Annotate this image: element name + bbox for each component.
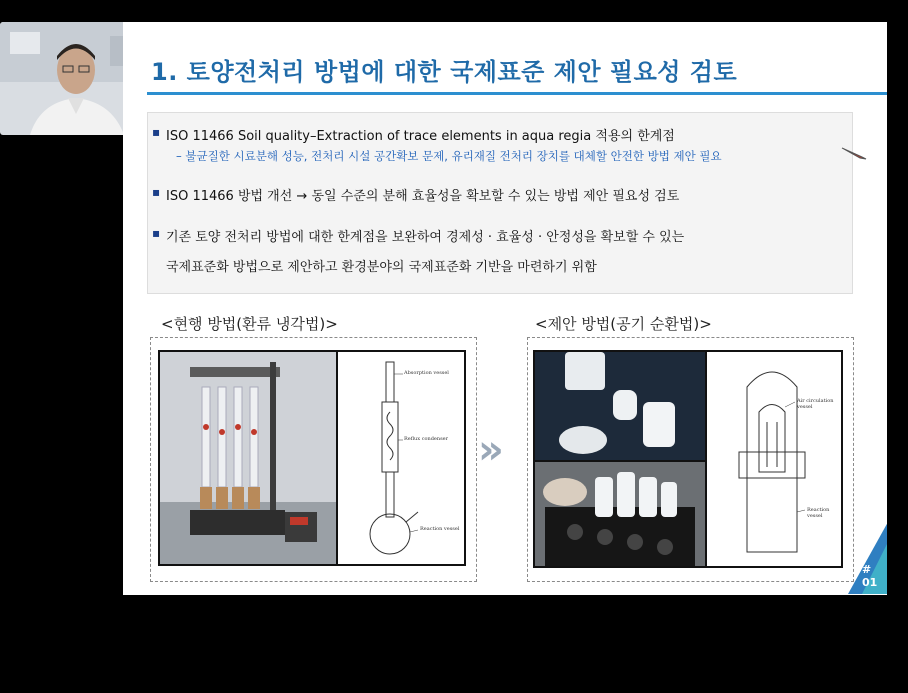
chevron-right-icon: » bbox=[478, 427, 504, 473]
reaction-label-left: Reaction vessel bbox=[420, 526, 460, 532]
reaction-label-right: Reaction vessel bbox=[807, 507, 830, 519]
current-method-label: <현행 방법(환류 냉각법)> bbox=[161, 315, 338, 333]
bullet-3-line2: 국제표준화 방법으로 제안하고 환경분야의 국제표준화 기반을 마련하기 위함 bbox=[166, 260, 597, 275]
presentation-slide bbox=[123, 22, 887, 595]
bullet-2: ▪ ISO 11466 방법 개선 → 동일 수준의 분해 효율성을 확보할 수 있는 방법 제안 필요성 검토 bbox=[166, 185, 679, 204]
bullet-1-sub: – 불균질한 시료분해 성능, 전처리 시설 공간확보 문제, 유리재질 전처리 장치를 대체할 안전한 방법 제안 필요 bbox=[176, 149, 722, 163]
vessel-rack-photo bbox=[535, 462, 705, 566]
air-circulation-diagram bbox=[707, 352, 841, 566]
bullet-3: ▪ 기존 토양 전처리 방법에 대한 한계점을 보완하여 경제성 · 효율성 · 안정성을 확보할 수 있는 bbox=[166, 226, 684, 245]
reflux-diagram bbox=[338, 352, 464, 564]
reflux-apparatus-photo bbox=[160, 352, 336, 564]
bullet-1: ▪ ISO 11466 Soil quality–Extraction of trace elements in aqua regia 적용의 한계점 bbox=[166, 125, 675, 144]
ptfe-vessels-photo bbox=[535, 352, 705, 460]
proposed-method-label: <제안 방법(공기 순환법)> bbox=[535, 315, 712, 333]
proposed-method-images bbox=[533, 350, 843, 568]
reflux-label: Reflux condenser bbox=[404, 436, 449, 442]
absorption-label: Absorption vessel bbox=[404, 370, 449, 376]
slide-title: 1. 토양전처리 방법에 대한 국제표준 제안 필요성 검토 bbox=[151, 58, 738, 86]
page-number-badge: # 01 bbox=[862, 563, 878, 589]
title-underline bbox=[147, 92, 887, 95]
air-circulation-label: Air circulation vessel bbox=[797, 398, 834, 410]
bullet-box bbox=[147, 112, 853, 294]
pen-icon bbox=[840, 146, 868, 160]
current-method-images bbox=[158, 350, 466, 566]
